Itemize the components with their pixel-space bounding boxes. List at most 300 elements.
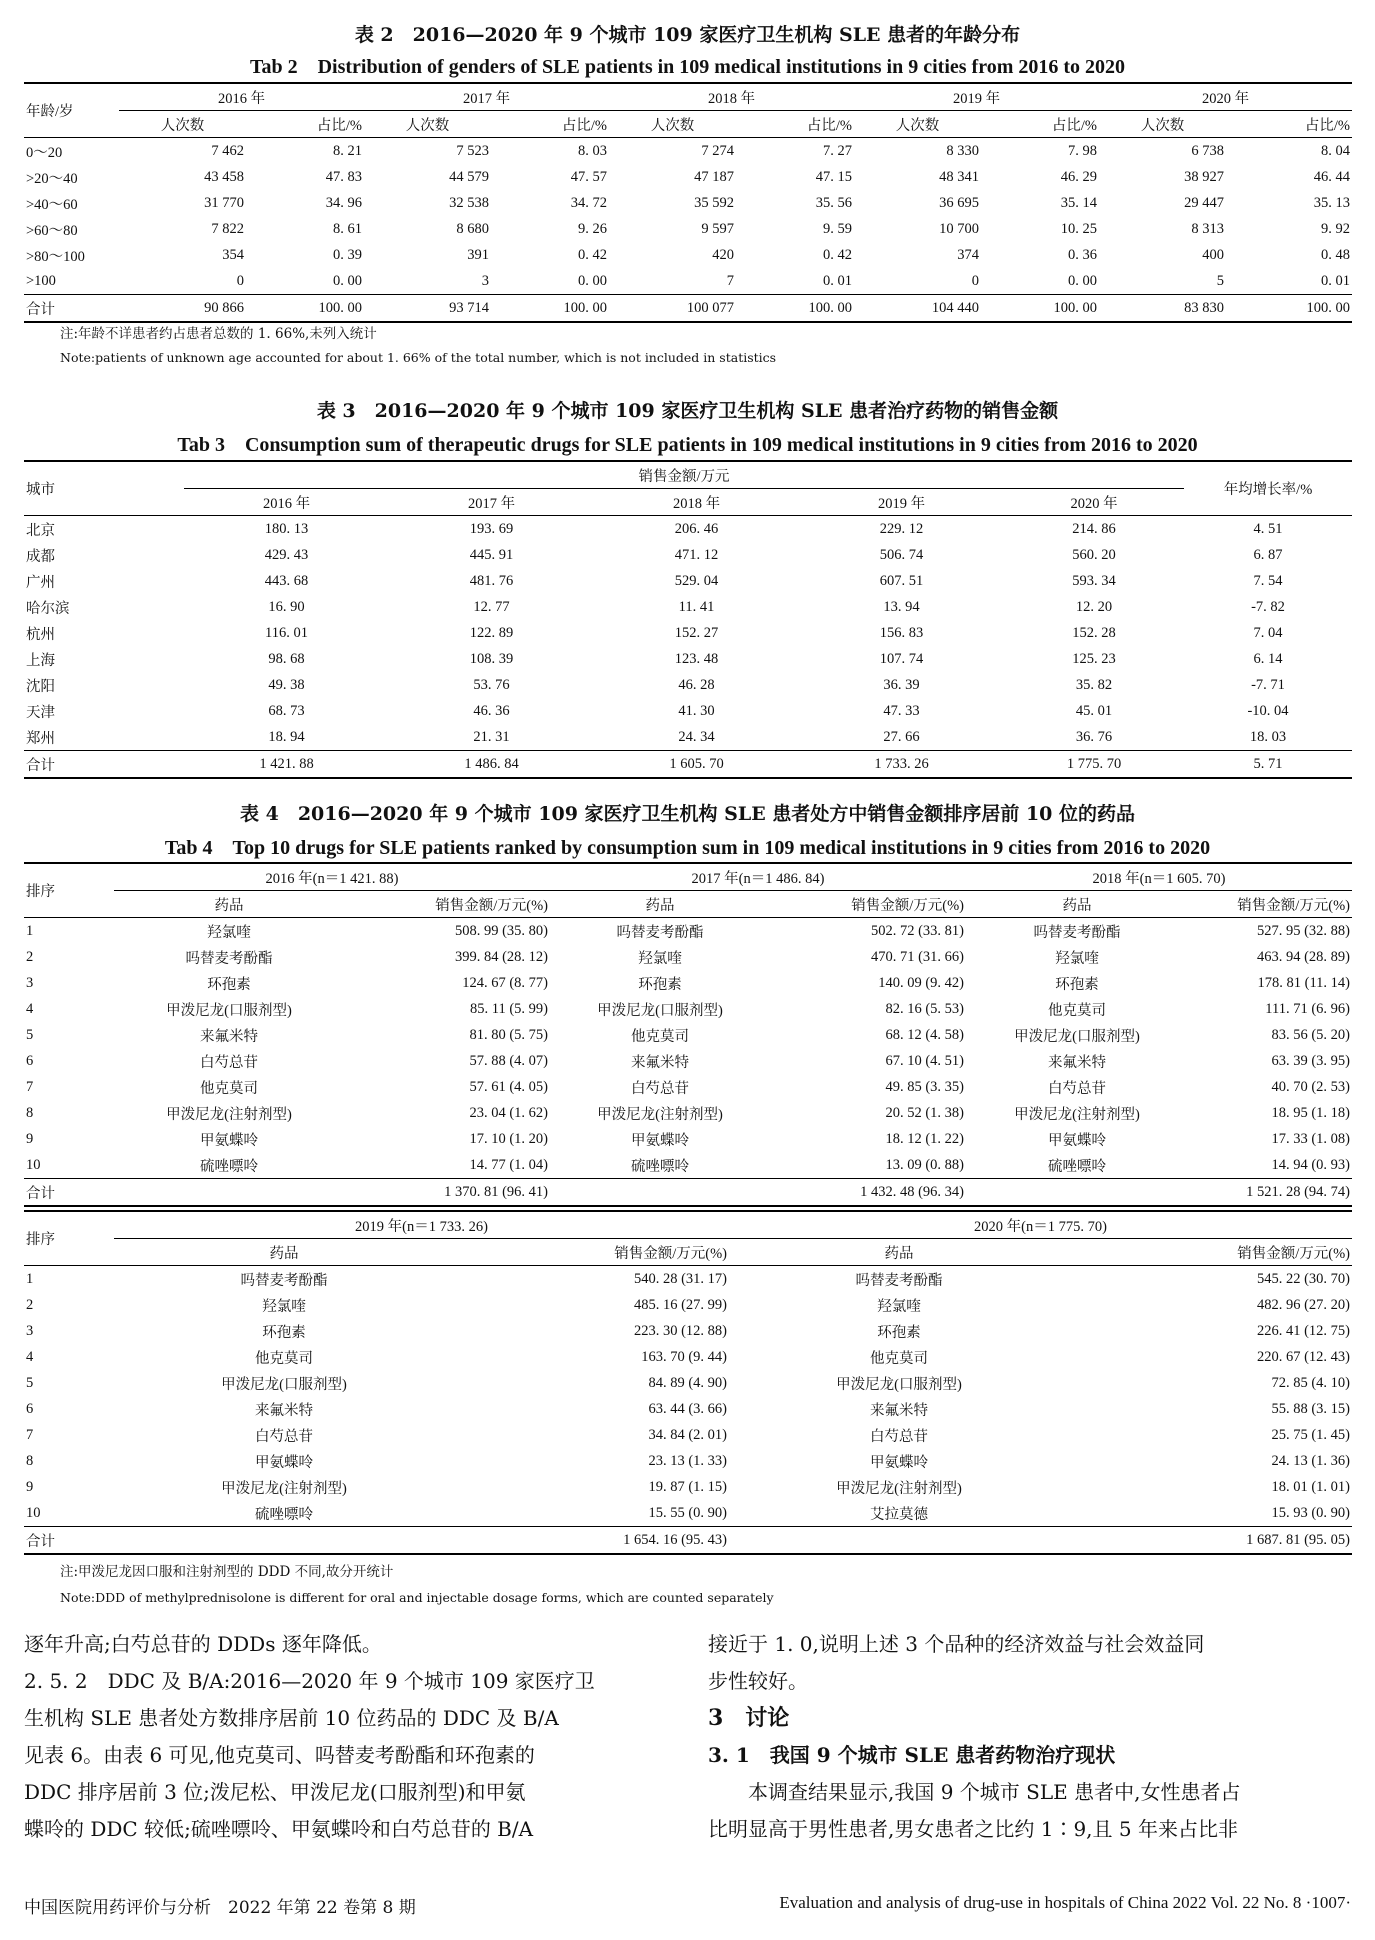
- tab3-row-header: 城市: [24, 461, 184, 516]
- drug-cell: 甲泼尼龙(注射剂型): [166, 1106, 292, 1123]
- amount-cell: 502. 72 (33. 81): [870, 922, 964, 939]
- table-cell: 6. 87: [1253, 546, 1283, 563]
- table-cell: 400: [1202, 246, 1224, 263]
- table-cell: 471. 12: [674, 546, 719, 563]
- table-row: [24, 1422, 1352, 1448]
- table-cell: 4. 51: [1253, 520, 1283, 537]
- table-cell: 47. 57: [570, 168, 607, 185]
- table-cell: 12. 77: [473, 598, 510, 615]
- table-cell: 100. 00: [808, 299, 852, 316]
- table-cell: 5. 71: [1253, 755, 1283, 772]
- tab2-year-header: 2019 年: [854, 83, 1099, 111]
- table-cell: 0. 00: [333, 272, 362, 289]
- empty-cell: [966, 1179, 1188, 1207]
- table-row: [24, 1370, 1352, 1396]
- table-cell: 481. 76: [469, 572, 514, 589]
- amount-cell: 68. 12 (4. 58): [885, 1026, 964, 1043]
- tab4-note-en: Note:DDD of methylprednisolone is different for oral and injectable dosage forms, which are counted separately: [60, 1590, 774, 1605]
- drug-cell: 甲泼尼龙(注射剂型): [597, 1106, 723, 1123]
- table-cell: 108. 39: [469, 650, 514, 667]
- amount-cell: 15. 55 (0. 90): [648, 1504, 727, 1521]
- table-cell: 429. 43: [264, 546, 309, 563]
- row-label: 合计: [26, 301, 55, 318]
- drug-cell: 来氟米特: [255, 1402, 313, 1419]
- table-cell: 24. 34: [678, 728, 715, 745]
- table-cell: 10 700: [939, 220, 979, 237]
- table-cell: 93 714: [449, 299, 489, 316]
- table-cell: 7: [726, 272, 734, 289]
- amount-cell: 25. 75 (1. 45): [1271, 1426, 1350, 1443]
- drug-cell: 羟氯喹: [207, 924, 251, 941]
- table-row: [24, 1292, 1352, 1318]
- amount-cell: 40. 70 (2. 53): [1271, 1078, 1350, 1095]
- table-cell: 0. 42: [823, 246, 852, 263]
- table-row: [24, 242, 1352, 268]
- table-cell: 5: [1216, 272, 1224, 289]
- table-cell: 8 313: [1191, 220, 1224, 237]
- table-cell: 8. 61: [333, 220, 362, 237]
- tab4-drug-header: 药品: [645, 897, 675, 914]
- tab4-part2-body: [24, 1266, 1352, 1555]
- left-column: [24, 1626, 674, 1848]
- row-label: 广州: [26, 574, 55, 591]
- table-cell: 98. 68: [268, 650, 305, 667]
- table-row: [24, 918, 1352, 945]
- tab4-part2-table: [24, 1210, 1352, 1555]
- amount-cell: 15. 93 (0. 90): [1271, 1504, 1350, 1521]
- drug-cell: 来氟米特: [631, 1054, 689, 1071]
- table-cell: 41. 30: [678, 702, 715, 719]
- rank-cell: 8: [26, 1104, 34, 1121]
- table-cell: 374: [957, 246, 979, 263]
- tab4-year-header: 2017 年(n＝1 486. 84): [550, 863, 966, 891]
- table-cell: 1 775. 70: [1066, 755, 1122, 772]
- table-cell: 391: [467, 246, 489, 263]
- table-row: [24, 970, 1352, 996]
- table-row: [24, 698, 1352, 724]
- drug-cell: 他克莫司: [1048, 1002, 1106, 1019]
- table-cell: 0. 48: [1321, 246, 1350, 263]
- table-cell: 31 770: [204, 194, 244, 211]
- table-cell: 6. 14: [1253, 650, 1283, 667]
- tab2-caption-en: Tab 2 Distribution of genders of SLE patients in 109 medical institutions in 9 cities from 2016 to 2020: [249, 56, 1126, 78]
- table-cell: 36 695: [939, 194, 979, 211]
- drug-cell: 环孢素: [1055, 976, 1099, 993]
- table-cell: 7 822: [211, 220, 244, 237]
- table-row: [24, 724, 1352, 751]
- rank-cell: 10: [26, 1504, 41, 1521]
- drug-cell: 羟氯喹: [877, 1298, 921, 1315]
- table-row: [24, 594, 1352, 620]
- table-cell: 100. 00: [318, 299, 362, 316]
- table-row: [24, 646, 1352, 672]
- table-cell: 36. 76: [1075, 728, 1113, 745]
- tab4-rank-header: 排序: [24, 1211, 114, 1266]
- row-label: >60～80: [26, 222, 78, 239]
- body-line: 接近于 1. 0,说明上述 3 个品种的经济效益与社会效益同: [708, 1632, 1205, 1656]
- drug-cell: 他克莫司: [255, 1350, 313, 1367]
- subsection-title: 3. 1 我国 9 个城市 SLE 患者药物治疗现状: [708, 1743, 1116, 1767]
- table-cell: 0. 39: [333, 246, 362, 263]
- table-row: [24, 620, 1352, 646]
- row-label: 合计: [26, 757, 55, 774]
- body-line: DDC 排序居前 3 位;泼尼松、甲泼尼龙(口服剂型)和甲氨: [24, 1780, 526, 1804]
- table-cell: 229. 12: [879, 520, 924, 537]
- drug-cell: 甲泼尼龙(口服剂型): [836, 1376, 962, 1393]
- rank-cell: 7: [26, 1078, 34, 1095]
- amount-cell: 527. 95 (32. 88): [1256, 922, 1350, 939]
- row-label: >40～60: [26, 196, 78, 213]
- table-row: [24, 542, 1352, 568]
- table-total-row: [24, 1527, 1352, 1555]
- table-cell: 47. 15: [815, 168, 852, 185]
- table-cell: 36. 39: [883, 676, 920, 693]
- amount-cell: 24. 13 (1. 36): [1271, 1452, 1350, 1469]
- amount-cell: 178. 81 (11. 14): [1257, 974, 1350, 991]
- tab2-year-header: 2020 年: [1099, 83, 1352, 111]
- table-cell: 21. 31: [473, 728, 510, 745]
- rank-cell: 5: [26, 1026, 34, 1043]
- amount-cell: 545. 22 (30. 70): [1256, 1270, 1350, 1287]
- body-line: 步性较好。: [708, 1669, 808, 1693]
- table-row: [24, 1474, 1352, 1500]
- amount-cell: 20. 52 (1. 38): [885, 1104, 964, 1121]
- tab2-year-header: 2016 年: [119, 83, 364, 111]
- table-cell: 9. 92: [1321, 220, 1350, 237]
- table-cell: 8. 21: [333, 142, 362, 159]
- drug-cell: 吗替麦考酚酯: [1033, 924, 1121, 941]
- table-cell: 1 486. 84: [464, 755, 519, 772]
- table-cell: 10. 25: [1060, 220, 1097, 237]
- body-line: 逐年升高;白芍总苷的 DDDs 逐年降低。: [24, 1632, 382, 1656]
- table-row: [24, 1396, 1352, 1422]
- table-cell: 53. 76: [473, 676, 510, 693]
- tab3-table: [24, 460, 1352, 779]
- amount-cell: 18. 12 (1. 22): [885, 1130, 964, 1147]
- tab4-drug-header: 药品: [214, 897, 244, 914]
- table-cell: 46. 28: [678, 676, 715, 693]
- tab4-year-header: 2016 年(n＝1 421. 88): [114, 863, 550, 891]
- tab4-drug-header: 药品: [269, 1245, 299, 1262]
- table-row: [24, 1344, 1352, 1370]
- table-row: [24, 1022, 1352, 1048]
- tab4-caption-en: Tab 4 Top 10 drugs for SLE patients ranked by consumption sum in 109 medical institutions in 9 cities from 2016 to 2020: [164, 837, 1211, 859]
- amount-cell: 23. 13 (1. 33): [648, 1452, 727, 1469]
- row-label: 合计: [26, 1533, 55, 1550]
- amount-cell: 1 654. 16 (95. 43): [623, 1531, 727, 1548]
- drug-cell: 他克莫司: [870, 1350, 928, 1367]
- amount-cell: 485. 16 (27. 99): [633, 1296, 727, 1313]
- empty-cell: [729, 1527, 1069, 1555]
- table-row: [24, 672, 1352, 698]
- row-label: 天津: [26, 704, 55, 721]
- amount-cell: 1 370. 81 (96. 41): [444, 1183, 548, 1200]
- empty-cell: [114, 1179, 344, 1207]
- drug-cell: 吗替麦考酚酯: [185, 950, 273, 967]
- amount-cell: 72. 85 (4. 10): [1271, 1374, 1350, 1391]
- rank-cell: 6: [26, 1052, 34, 1069]
- table-cell: -7. 82: [1251, 598, 1285, 615]
- amount-cell: 63. 44 (3. 66): [648, 1400, 727, 1417]
- table-row: [24, 1152, 1352, 1179]
- amount-cell: 14. 94 (0. 93): [1271, 1156, 1350, 1173]
- drug-cell: 甲氨蝶呤: [200, 1132, 258, 1149]
- table-cell: 122. 89: [469, 624, 514, 641]
- table-row: [24, 1048, 1352, 1074]
- drug-cell: 硫唑嘌呤: [631, 1158, 689, 1175]
- table-cell: 354: [222, 246, 244, 263]
- table-cell: 12. 20: [1075, 598, 1113, 615]
- drug-cell: 白芍总苷: [631, 1080, 689, 1097]
- row-label: >80～100: [26, 248, 85, 265]
- table-row: [24, 1500, 1352, 1527]
- rank-cell: 9: [26, 1130, 34, 1147]
- amount-cell: 226. 41 (12. 75): [1256, 1322, 1350, 1339]
- table-cell: 607. 51: [879, 572, 924, 589]
- table-cell: 156. 83: [879, 624, 924, 641]
- footer-journal-cn: 中国医院用药评价与分析 2022 年第 22 卷第 8 期: [24, 1898, 416, 1918]
- table-cell: 47. 83: [325, 168, 362, 185]
- table-cell: 529. 04: [674, 572, 719, 589]
- tab4-year-header: 2020 年(n＝1 775. 70): [729, 1211, 1352, 1239]
- table-cell: 83 830: [1184, 299, 1224, 316]
- drug-cell: 艾拉莫德: [870, 1506, 928, 1523]
- rank-cell: 9: [26, 1478, 34, 1495]
- amount-cell: 23. 04 (1. 62): [469, 1104, 548, 1121]
- row-label: 杭州: [26, 626, 55, 643]
- drug-cell: 白芍总苷: [870, 1428, 928, 1445]
- table-total-row: [24, 1179, 1352, 1207]
- amount-cell: 1 521. 28 (94. 74): [1246, 1183, 1350, 1200]
- table-cell: 9. 26: [578, 220, 607, 237]
- table-cell: 46. 36: [473, 702, 510, 719]
- row-label: 沈阳: [26, 678, 55, 695]
- tab4-amount-header: 销售金额/万元(%): [435, 897, 548, 914]
- tab2-sub-header: 占比/%: [806, 117, 852, 134]
- tab3-year-header: 2016 年: [262, 495, 311, 512]
- amount-cell: 223. 30 (12. 88): [633, 1322, 727, 1339]
- table-cell: 1 605. 70: [669, 755, 724, 772]
- amount-cell: 81. 80 (5. 75): [469, 1026, 548, 1043]
- tab2-caption-cn: 表 2 2016—2020 年 9 个城市 109 家医疗卫生机构 SLE 患者的年龄分布: [354, 24, 1021, 46]
- rank-cell: 4: [26, 1000, 34, 1017]
- body-line: 2. 5. 2 DDC 及 B/A:2016—2020 年 9 个城市 109 家医疗卫: [24, 1669, 595, 1693]
- tab2-sub-header: 人次数: [895, 117, 940, 134]
- drug-cell: 硫唑嘌呤: [200, 1158, 258, 1175]
- table-cell: 104 440: [931, 299, 979, 316]
- drug-cell: 甲泼尼龙(口服剂型): [1014, 1028, 1140, 1045]
- row-label: 北京: [26, 522, 55, 539]
- rank-cell: 10: [26, 1156, 41, 1173]
- tab4-note-cn: 注:甲泼尼龙因口服和注射剂型的 DDD 不同,故分开统计: [60, 1564, 394, 1580]
- table-cell: 8 330: [946, 142, 979, 159]
- table-cell: 8 680: [456, 220, 489, 237]
- table-cell: 34. 72: [570, 194, 607, 211]
- amount-cell: 14. 77 (1. 04): [469, 1156, 548, 1173]
- table-cell: 35. 14: [1060, 194, 1097, 211]
- tab4-part1-body: [24, 918, 1352, 1207]
- drug-cell: 甲氨蝶呤: [870, 1454, 928, 1471]
- table-cell: 116. 01: [265, 624, 308, 641]
- tab4-amount-header: 销售金额/万元(%): [1237, 1245, 1350, 1262]
- table-cell: 7 274: [701, 142, 734, 159]
- tab2-body: [24, 138, 1352, 323]
- table-cell: 16. 90: [268, 598, 305, 615]
- row-label: 0～20: [26, 144, 63, 161]
- table-cell: 32 538: [449, 194, 489, 211]
- table-cell: 100 077: [686, 299, 734, 316]
- amount-cell: 82. 16 (5. 53): [885, 1000, 964, 1017]
- tab3-year-header: 2019 年: [877, 495, 926, 512]
- tab4-amount-header: 销售金额/万元(%): [614, 1245, 727, 1262]
- table-cell: 152. 28: [1072, 624, 1116, 641]
- tab4-drug-header: 药品: [1062, 897, 1092, 914]
- drug-cell: 白芍总苷: [1048, 1080, 1106, 1097]
- drug-cell: 甲氨蝶呤: [255, 1454, 313, 1471]
- rank-cell: 2: [26, 948, 34, 965]
- tab3-year-header: 2020 年: [1070, 495, 1118, 512]
- drug-cell: 甲泼尼龙(口服剂型): [221, 1376, 347, 1393]
- rank-cell: 8: [26, 1452, 34, 1469]
- table-cell: 1 733. 26: [874, 755, 929, 772]
- drug-cell: 甲泼尼龙(注射剂型): [221, 1480, 347, 1497]
- table-cell: 206. 46: [674, 520, 719, 537]
- amount-cell: 49. 85 (3. 35): [885, 1078, 964, 1095]
- table-cell: 38 927: [1184, 168, 1224, 185]
- amount-cell: 540. 28 (31. 17): [633, 1270, 727, 1287]
- table-cell: 48 341: [939, 168, 979, 185]
- table-cell: 100. 00: [563, 299, 607, 316]
- amount-cell: 18. 95 (1. 18): [1271, 1104, 1350, 1121]
- rank-cell: 1: [26, 1270, 34, 1287]
- drug-cell: 他克莫司: [631, 1028, 689, 1045]
- rank-cell: 4: [26, 1348, 34, 1365]
- table-cell: 35. 56: [815, 194, 852, 211]
- amount-cell: 140. 09 (9. 42): [878, 974, 964, 991]
- amount-cell: 13. 09 (0. 88): [885, 1156, 964, 1173]
- table-row: [24, 268, 1352, 295]
- table-row: [24, 996, 1352, 1022]
- table-cell: 7. 98: [1068, 142, 1097, 159]
- table-cell: 90 866: [204, 299, 244, 316]
- amount-cell: 57. 88 (4. 07): [469, 1052, 548, 1069]
- amount-cell: 1 687. 81 (95. 05): [1246, 1531, 1350, 1548]
- body-line: 生机构 SLE 患者处方数排序居前 10 位药品的 DDC 及 B/A: [24, 1706, 559, 1730]
- amount-cell: 482. 96 (27. 20): [1256, 1296, 1350, 1313]
- drug-cell: 环孢素: [877, 1324, 921, 1341]
- table-row: [24, 164, 1352, 190]
- amount-cell: 163. 70 (9. 44): [641, 1348, 727, 1365]
- rank-cell: 7: [26, 1426, 34, 1443]
- amount-cell: 1 432. 48 (96. 34): [860, 1183, 964, 1200]
- tab2-sub-header: 占比/%: [1051, 117, 1097, 134]
- amount-cell: 67. 10 (4. 51): [885, 1052, 964, 1069]
- amount-cell: 55. 88 (3. 15): [1271, 1400, 1350, 1417]
- footer-journal-en: Evaluation and analysis of drug-use in hospitals of China 2022 Vol. 22 No. 8 ·1007·: [779, 1893, 1351, 1912]
- table-cell: 107. 74: [879, 650, 924, 667]
- table-cell: 44 579: [449, 168, 489, 185]
- table-cell: -7. 71: [1251, 676, 1285, 693]
- tab4-year-header: 2019 年(n＝1 733. 26): [114, 1211, 729, 1239]
- tab2-sub-header: 人次数: [160, 117, 205, 134]
- section-title: 3 讨论: [708, 1705, 790, 1731]
- tab3-caption-cn: 表 3 2016—2020 年 9 个城市 109 家医疗卫生机构 SLE 患者治疗药物的销售金额: [316, 400, 1059, 422]
- table-cell: 0: [971, 272, 979, 289]
- table-cell: 420: [712, 246, 734, 263]
- tab2-year-header: 2018 年: [609, 83, 854, 111]
- tab2-table: [24, 82, 1352, 323]
- table-cell: 27. 66: [883, 728, 920, 745]
- table-row: [24, 1266, 1352, 1293]
- table-cell: 35 592: [694, 194, 734, 211]
- table-row: [24, 1448, 1352, 1474]
- table-row: [24, 1074, 1352, 1100]
- amount-cell: 124. 67 (8. 77): [462, 974, 548, 991]
- table-total-row: [24, 751, 1352, 779]
- table-cell: 0: [236, 272, 244, 289]
- amount-cell: 508. 99 (35. 80): [454, 922, 548, 939]
- drug-cell: 甲泼尼龙(口服剂型): [166, 1002, 292, 1019]
- right-column: [708, 1626, 1358, 1848]
- amount-cell: 83. 56 (5. 20): [1271, 1026, 1350, 1043]
- table-cell: 0. 00: [578, 272, 607, 289]
- table-cell: 7 462: [211, 142, 244, 159]
- rank-cell: 3: [26, 974, 34, 991]
- table-row: [24, 944, 1352, 970]
- table-cell: 506. 74: [879, 546, 924, 563]
- amount-cell: 57. 61 (4. 05): [469, 1078, 548, 1095]
- table-cell: 11. 41: [678, 598, 715, 615]
- table-cell: 0. 01: [1321, 272, 1350, 289]
- amount-cell: 34. 84 (2. 01): [648, 1426, 727, 1443]
- tab2-row-header: 年龄/岁: [24, 83, 119, 138]
- drug-cell: 白芍总苷: [255, 1428, 313, 1445]
- drug-cell: 吗替麦考酚酯: [240, 1272, 328, 1289]
- drug-cell: 甲泼尼龙(口服剂型): [597, 1002, 723, 1019]
- table-cell: 47. 33: [883, 702, 920, 719]
- tab2-note-en: Note:patients of unknown age accounted for about 1. 66% of the total number, which is not included in statistics: [60, 350, 777, 365]
- drug-cell: 环孢素: [262, 1324, 306, 1341]
- table-cell: 46. 29: [1060, 168, 1097, 185]
- table-row: [24, 190, 1352, 216]
- table-cell: 560. 20: [1072, 546, 1116, 563]
- table-cell: 180. 13: [264, 520, 309, 537]
- drug-cell: 甲氨蝶呤: [1048, 1132, 1106, 1149]
- table-row: [24, 568, 1352, 594]
- amount-cell: 18. 01 (1. 01): [1271, 1478, 1350, 1495]
- row-label: 合计: [26, 1185, 55, 1202]
- empty-cell: [550, 1179, 770, 1207]
- amount-cell: 85. 11 (5. 99): [470, 1000, 548, 1017]
- row-label: >20～40: [26, 170, 78, 187]
- tab4-caption-cn: 表 4 2016—2020 年 9 个城市 109 家医疗卫生机构 SLE 患者处方中销售金额排序居前 10 位的药品: [239, 803, 1135, 825]
- amount-cell: 63. 39 (3. 95): [1271, 1052, 1350, 1069]
- tab2-sub-header: 占比/%: [561, 117, 607, 134]
- tab3-growth-header: 年均增长率/%: [1184, 461, 1352, 516]
- table-row: [24, 1318, 1352, 1344]
- table-cell: 1 421. 88: [259, 755, 314, 772]
- table-cell: 8. 04: [1321, 142, 1350, 159]
- body-line: 蝶呤的 DDC 较低;硫唑嘌呤、甲氨蝶呤和白芍总苷的 B/A: [24, 1817, 534, 1841]
- tab4-amount-header: 销售金额/万元(%): [1237, 897, 1350, 914]
- amount-cell: 220. 67 (12. 43): [1256, 1348, 1350, 1365]
- table-cell: 46. 44: [1313, 168, 1350, 185]
- table-cell: 9 597: [701, 220, 734, 237]
- tab2-sub-header: 人次数: [1140, 117, 1185, 134]
- drug-cell: 硫唑嘌呤: [1048, 1158, 1106, 1175]
- amount-cell: 19. 87 (1. 15): [648, 1478, 727, 1495]
- table-cell: 9. 59: [823, 220, 852, 237]
